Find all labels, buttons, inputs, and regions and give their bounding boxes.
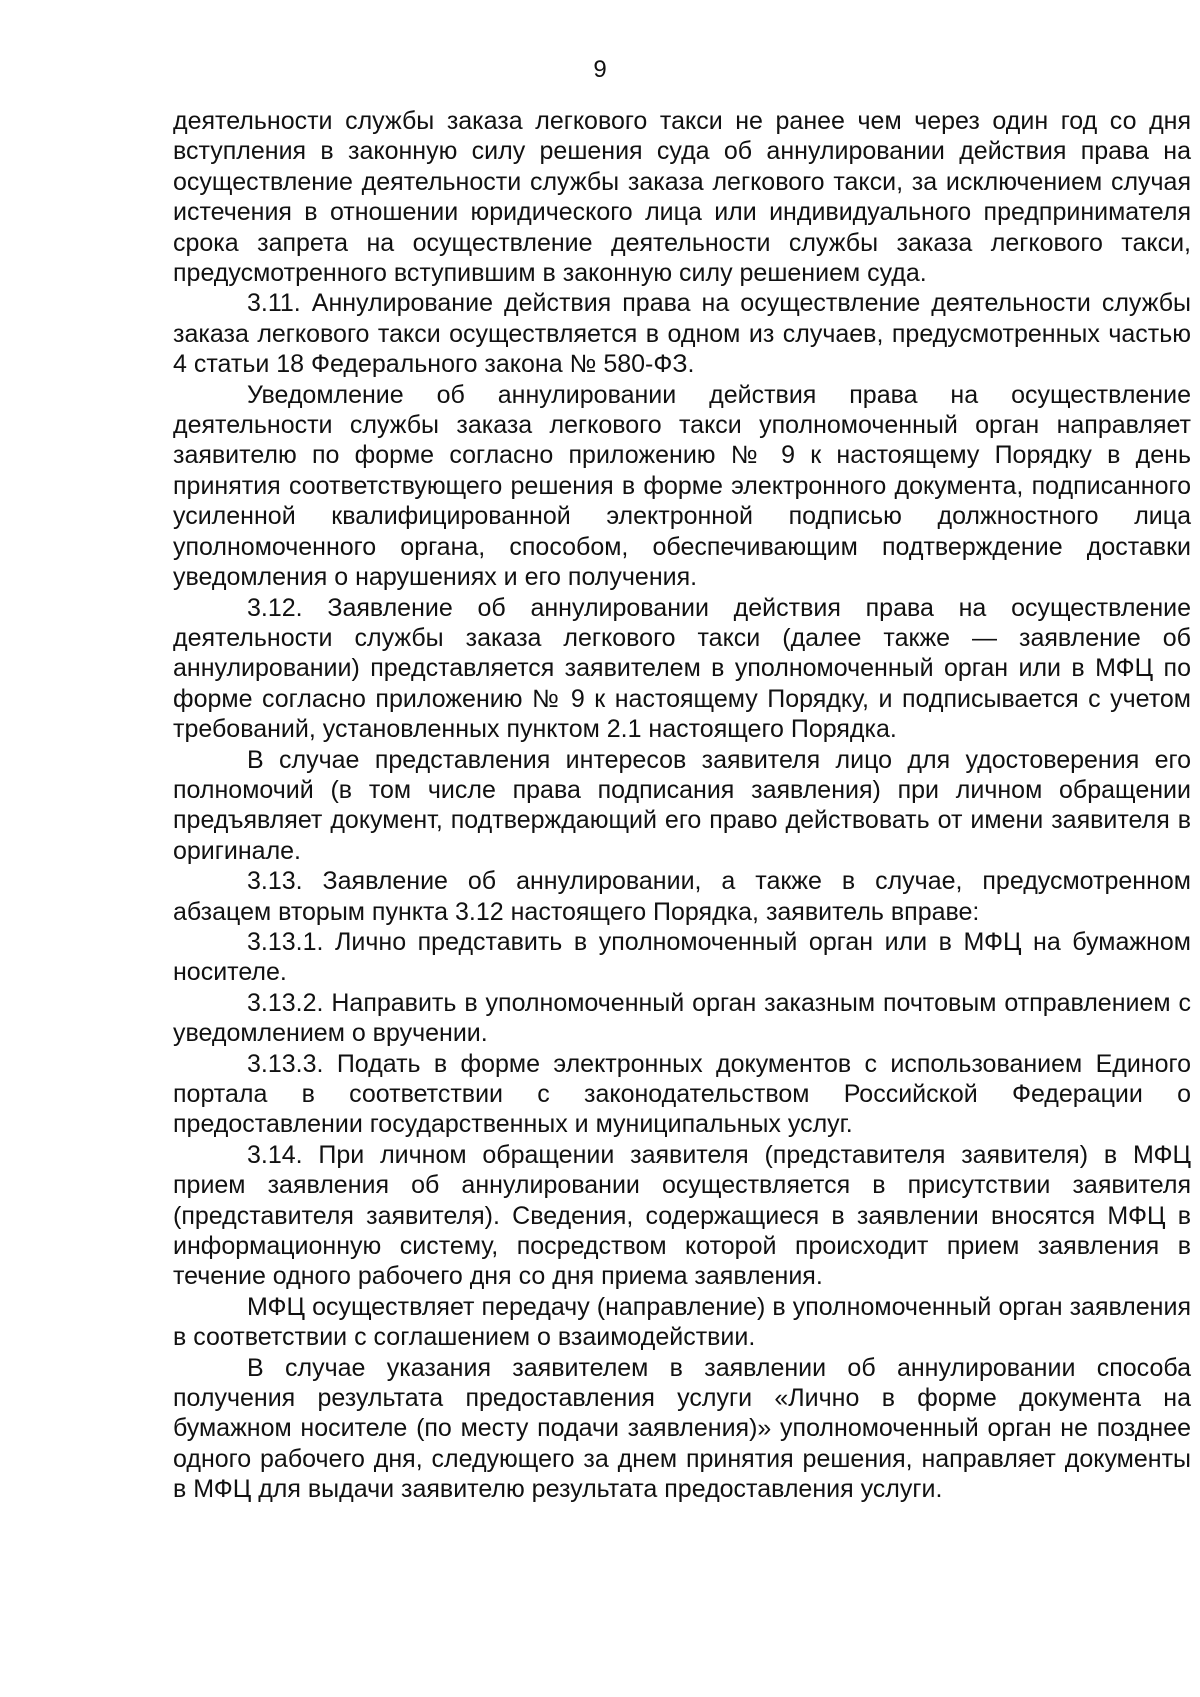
paragraph-notification: Уведомление об аннулировании действия права на осуществление деятельности службы заказа легкового такси уполномоченный орган направляет заявителю по форме согласно приложению № 9 к настоящему Порядку в день принятия соответствующего решения в форме электронного документа, подписанного усиленной квалифицированной электронной подписью должностного лица уполномоченного органа, способом, обеспечивающим подтверждение доставки уведомления о нарушениях и его получения. <box>173 380 1191 592</box>
paragraph-3-14: 3.14. При личном обращении заявителя (представителя заявителя) в МФЦ прием заявления об аннулировании осуществляется в присутствии заявителя (представителя заявителя). Сведения, содержащиеся в заявлении вносятся МФЦ в информационную систему, посредством которой происходит прием заявления в течение одного рабочего дня со дня приема заявления. <box>173 1140 1191 1291</box>
paragraph-3-13-3: 3.13.3. Подать в форме электронных документов с использованием Единого портала в соответствии с законодательством Российской Федерации о предоставлении государственных и муниципальных услуг. <box>173 1049 1191 1139</box>
paragraph-continuation: деятельности службы заказа легкового такси не ранее чем через один год со дня вступления в законную силу решения суда об аннулировании действия права на осуществление деятельности службы заказа легкового такси, за исключением случая истечения в отношении юридического лица или индивидуального предпринимателя срока запрета на осуществление деятельности службы заказа легкового такси, предусмотренного вступившим в законную силу решением суда. <box>173 107 1191 288</box>
paragraph-result-delivery: В случае указания заявителем в заявлении об аннулировании способа получения результата предоставления услуги «Лично в форме документа на бумажном носителе (по месту подачи заявления)» уполномоченный орган не позднее одного рабочего дня, следующего за днем принятия решения, направляет документы в МФЦ для выдачи заявителю результата предоставления услуги. <box>173 1353 1191 1504</box>
page-number: 9 <box>593 56 607 83</box>
paragraph-3-13-2: 3.13.2. Направить в уполномоченный орган заказным почтовым отправлением с уведомлением о вручении. <box>173 988 1191 1048</box>
paragraph-3-13: 3.13. Заявление об аннулировании, а также в случае, предусмотренном абзацем вторым пункта 3.12 настоящего Порядка, заявитель вправе: <box>173 867 1191 926</box>
paragraph-representative: В случае представления интересов заявителя лицо для удостоверения его полномочий (в том числе права подписания заявления) при личном обращении предъявляет документ, подтверждающий его право действовать от имени заявителя в оригинале. <box>173 745 1191 865</box>
paragraph-3-12: 3.12. Заявление об аннулировании действия права на осуществление деятельности службы заказа легкового такси (далее также — заявление об аннулировании) представляется заявителем в уполномоченный орган или в МФЦ по форме согласно приложению № 9 к настоящему Порядку, и подписывается с учетом требований, установленных пунктом 2.1 настоящего Порядка. <box>173 593 1191 744</box>
paragraph-3-13-1: 3.13.1. Лично представить в уполномоченный орган или в МФЦ на бумажном носителе. <box>173 927 1191 987</box>
document-body <box>173 106 1191 1505</box>
paragraph-mfc-transfer: МФЦ осуществляет передачу (направление) в уполномоченный орган заявления в соответствии с соглашением о взаимодействии. <box>173 1292 1191 1352</box>
paragraph-3-11: 3.11. Аннулирование действия права на осуществление деятельности службы заказа легкового такси осуществляется в одном из случаев, предусмотренных частью 4 статьи 18 Федерального закона № 580-ФЗ. <box>173 289 1191 379</box>
